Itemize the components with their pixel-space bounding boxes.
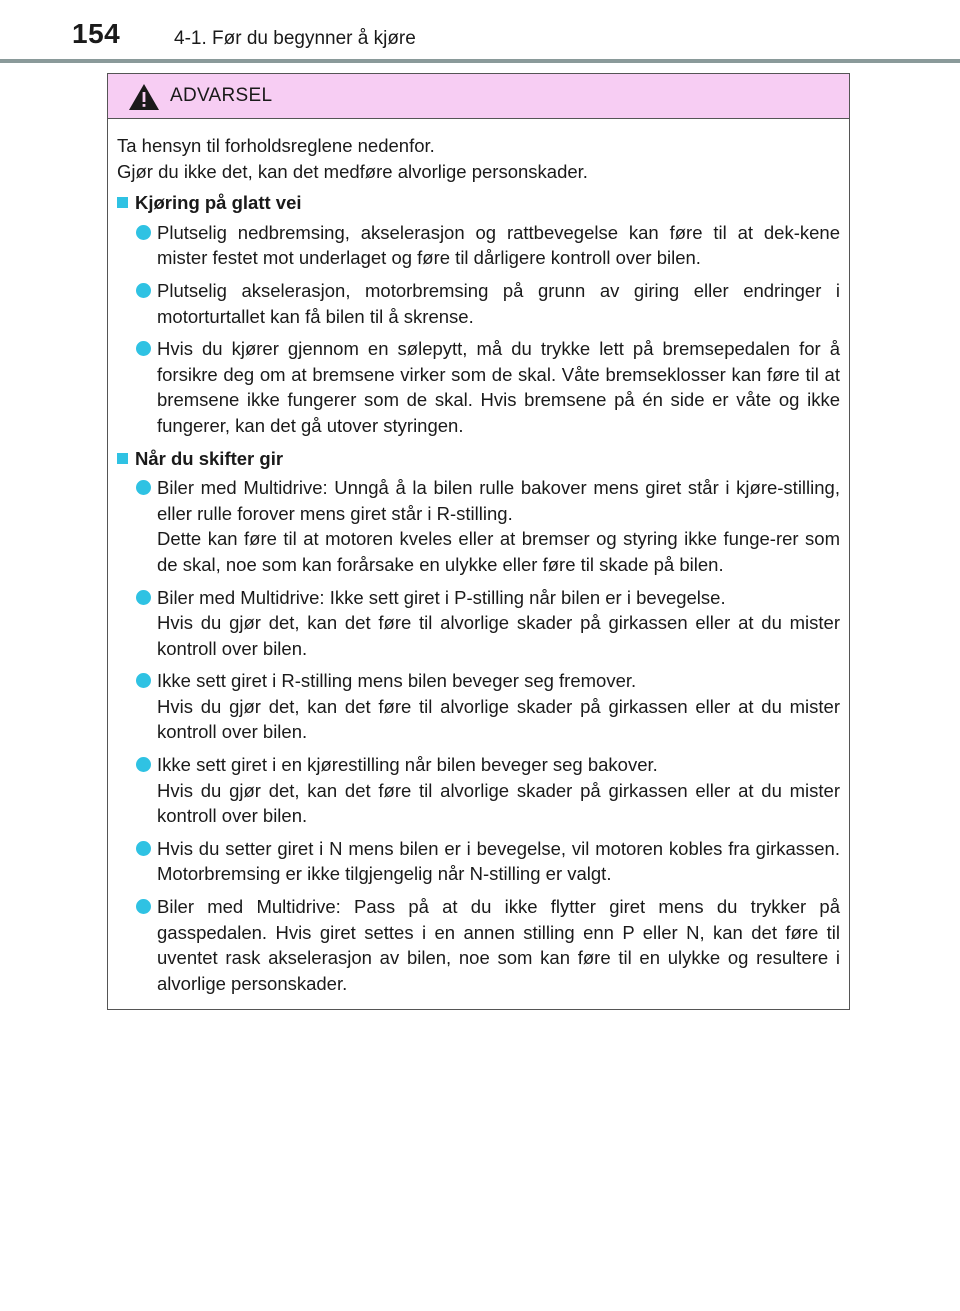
square-bullet-icon [117,453,128,464]
sub-heading-text: Kjøring på glatt vei [135,192,302,214]
circle-bullet-icon [136,341,151,356]
list-item [117,336,840,438]
item-text: Hvis du gjør det, kan det føre til alvorlige skader på girkassen eller at du mister kontroll over bilen. [157,779,840,827]
circle-bullet-icon [136,225,151,240]
item-text: Biler med Multidrive: Pass på at du ikke flytter giret mens du trykker på gasspedalen. Hvis giret settes i en annen stilling enn P eller N, kan det føre til uventet rask akselerasjon av bilen, noe som kan føre til en ulykke og resultere i alvorlige personskader. [157,896,840,994]
item-text: Hvis du gjør det, kan det føre til alvorlige skader på girkassen eller at du mister kontroll over bilen. [157,612,840,659]
circle-bullet-icon [136,841,151,856]
item-text: Plutselig nedbremsing, akselerasjon og rattbevegelse kan føre til at dek-kene mister festet mot underlaget og føre til dårligere kontroll over bilen. [157,221,840,269]
page-number: 154 [72,18,121,49]
item-text: Plutselig akselerasjon, motorbremsing på grunn av giring eller endringer i motorturtallet kan få bilen til å skrense. [157,279,840,327]
sub-heading [117,190,840,216]
item-text: Ikke sett giret i R-stilling mens bilen beveger seg fremover. [157,670,637,692]
list-item [117,894,840,996]
section-gear-shift [117,446,840,997]
item-text: Hvis du gjør det, kan det føre til alvorlige skader på girkassen eller at du mister kontroll over bilen. [157,695,840,743]
item-text: Dette kan føre til at motoren kveles eller at bremser og styring ikke funge-rer som de skal, noe som kan forårsake en ulykke eller føre til skade på bilen. [157,528,840,575]
list-item [117,585,840,662]
list-item [117,668,840,745]
circle-bullet-icon [136,757,151,772]
warning-label: ADVARSEL [170,85,273,106]
warning-box [107,73,850,1010]
warning-body [108,119,849,996]
circle-bullet-icon [136,283,151,298]
intro-line: Ta hensyn til forholdsreglene nedenfor. [117,135,435,156]
section-title: 4-1. Før du begynner å kjøre [174,28,416,49]
intro-line: Gjør du ikke det, kan det medføre alvorlige personskader. [117,160,588,182]
list-item [117,752,840,829]
item-text: Ikke sett giret i en kjørestilling når bilen beveger seg bakover. [157,754,658,776]
warning-triangle-icon [128,83,160,111]
header-rule [0,59,960,63]
list-item [117,475,840,577]
list-item [117,278,840,329]
sub-heading-text: Når du skifter gir [135,447,284,469]
warning-intro [117,133,840,184]
warning-header [108,74,849,119]
circle-bullet-icon [136,899,151,914]
square-bullet-icon [117,197,128,208]
section-slippery-road [117,190,840,438]
page-header [0,0,960,66]
circle-bullet-icon [136,590,151,605]
circle-bullet-icon [136,480,151,495]
list-item [117,836,840,887]
list-item [117,220,840,271]
item-text: Biler med Multidrive: Unngå å la bilen rulle bakover mens giret står i kjøre-stilling, eller rulle forover mens giret står i R-stilling. [157,477,840,524]
item-text: Hvis du kjører gjennom en sølepytt, må du trykke lett på bremsepedalen for å forsikre deg om at bremsene virker som de skal. Våte bremseklosser kan føre til at bremsene ikke fungerer som de skal. Hvis bremsene på én side er våte og ikke fungerer, kan det gå utover styringen. [157,338,840,436]
item-text: Biler med Multidrive: Ikke sett giret i P-stilling når bilen er i bevegelse. [157,586,726,608]
sub-heading [117,446,840,472]
circle-bullet-icon [136,673,151,688]
item-text: Hvis du setter giret i N mens bilen er i bevegelse, vil motoren kobles fra girkassen. Motorbremsing er ikke tilgjengelig når N-stilling er valgt. [157,837,840,885]
